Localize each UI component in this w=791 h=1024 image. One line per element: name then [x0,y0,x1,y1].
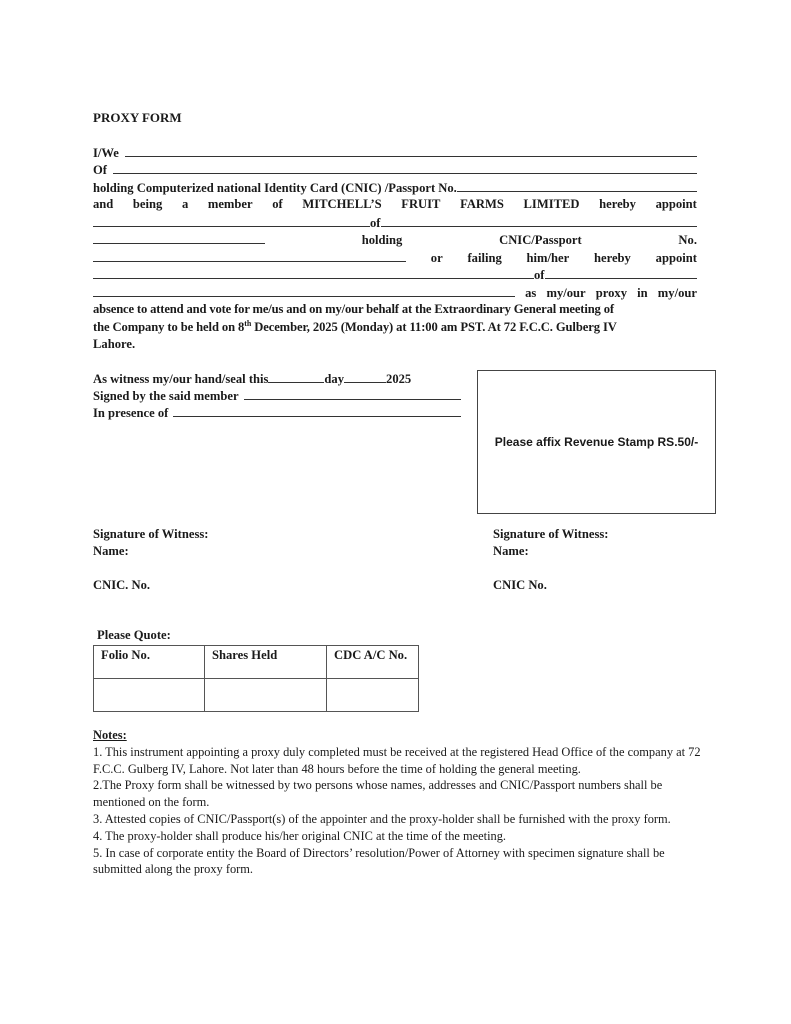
signed-by-line [93,387,461,404]
member-signature-field[interactable] [244,387,461,400]
day-field[interactable] [268,370,324,383]
cdc-ac-cell[interactable] [327,679,419,712]
proxy-holding-line [93,231,697,248]
word: proxy [595,286,628,300]
iwe-line [93,144,697,161]
signed-by-label: Signed by the said member [93,389,239,403]
table-header-row [94,646,419,679]
word: my/our [546,286,586,300]
of-label: Of [93,163,107,177]
failing-line [93,249,697,266]
date-suffix: th [244,318,252,328]
company-name-word: FARMS [460,197,504,211]
word: appoint [655,251,697,265]
word: him/her [526,251,570,265]
alt-proxy-address-cont-field[interactable] [93,284,515,297]
witness-2-name-label: Name: [493,544,529,558]
as-witness-label: As witness my/our hand/seal this [93,372,269,386]
witness-1 [93,526,208,594]
notes-title: Notes: [93,728,127,742]
absence-line: absence to attend and vote for me/us and on my/our behalf at the Extraordinary General meeting of [93,302,614,316]
proxy-name-field[interactable] [93,214,370,227]
meeting-venue-text: December, 2025 (Monday) at 11:00 am PST. At 72 F.C.C. Gulberg IV [251,320,617,334]
cnic-passport-field[interactable] [457,179,697,192]
word: of [272,197,283,211]
in-presence-label: In presence of [93,406,169,420]
witness-2 [493,526,608,594]
day-label: day [324,372,345,386]
folio-header: Folio No. [94,646,205,679]
word: No. [678,233,697,247]
word: hereby [599,197,636,211]
revenue-stamp-text: Please affix Revenue Stamp RS.50/- [494,435,699,449]
word: CNIC/Passport [499,233,582,247]
please-quote-label: Please Quote: [97,628,171,642]
word: a [181,197,189,211]
note-item: 1. This instrument appointing a proxy duly completed must be received at the registered Head Office of the company at 72 F.C.C. Gulberg IV, Lahore. Not later than 48 hours before the time of holding the general meeting. [93,744,701,776]
in-presence-line [93,404,461,421]
as-proxy-line [93,284,697,301]
proxy-cnic-field[interactable] [93,249,406,262]
of-address-field[interactable] [113,161,697,174]
word: being [132,197,163,211]
meeting-details-line [93,319,697,336]
month-field[interactable] [344,370,386,383]
holding-cnic-label: holding Computerized national Identity Card (CNIC) /Passport No. [93,181,457,195]
witness-2-signature-label: Signature of Witness: [493,527,609,541]
witness-1-name-label: Name: [93,544,129,558]
of-label: of [534,268,545,282]
as-witness-line [93,370,461,387]
alt-proxy-of-line [93,266,697,283]
word: failing [467,251,502,265]
iwe-name-field[interactable] [125,144,697,157]
presence-field[interactable] [173,404,461,417]
folio-cell[interactable] [94,679,205,712]
witness-2-cnic-label: CNIC No. [493,578,547,592]
of-label: of [370,216,381,230]
witness-1-cnic-label: CNIC. No. [93,578,151,592]
member-line [93,196,697,213]
of-line [93,161,697,178]
alt-proxy-name-field[interactable] [93,266,534,279]
word: as [525,286,537,300]
company-name-word: MITCHELL’S [302,197,382,211]
company-name-word: LIMITED [523,197,580,211]
table-row [94,679,419,712]
notes-section [93,727,703,878]
word: and [93,197,114,211]
word: member [207,197,253,211]
word: hereby [594,251,631,265]
shares-held-header: Shares Held [205,646,327,679]
note-item: 2.The Proxy form shall be witnessed by two persons whose names, addresses and CNIC/Passport numbers shall be mentioned on the form. [93,778,663,810]
page-title: PROXY FORM [93,110,182,125]
word: or [430,251,443,265]
year-label: 2025 [386,372,412,386]
proxy-address-field[interactable] [381,214,698,227]
word: my/our [657,286,697,300]
revenue-stamp-box [477,370,716,514]
iwe-label: I/We [93,146,119,160]
word: appoint [655,197,697,211]
word: in [637,286,648,300]
holding-cnic-line [93,179,697,196]
word: holding [361,233,403,247]
note-item: 5. In case of corporate entity the Board of Directors’ resolution/Power of Attorney with specimen signature shall be submitted along the proxy form. [93,845,665,877]
company-name-word: FRUIT [401,197,441,211]
note-item: 4. The proxy-holder shall produce his/her original CNIC at the time of the meeting. [93,828,507,843]
lahore-line: Lahore. [93,337,136,351]
meeting-date-text: the Company to be held on 8 [93,320,245,334]
alt-proxy-address-field[interactable] [545,266,698,279]
witness-1-signature-label: Signature of Witness: [93,527,209,541]
note-item: 3. Attested copies of CNIC/Passport(s) of the appointer and the proxy-holder shall be furnished with the proxy form. [93,811,671,826]
proxy-of-line [93,214,697,231]
cdc-ac-header: CDC A/C No. [327,646,419,679]
proxy-address-cont-field[interactable] [93,231,265,244]
shares-held-cell[interactable] [205,679,327,712]
quote-table [93,645,419,712]
